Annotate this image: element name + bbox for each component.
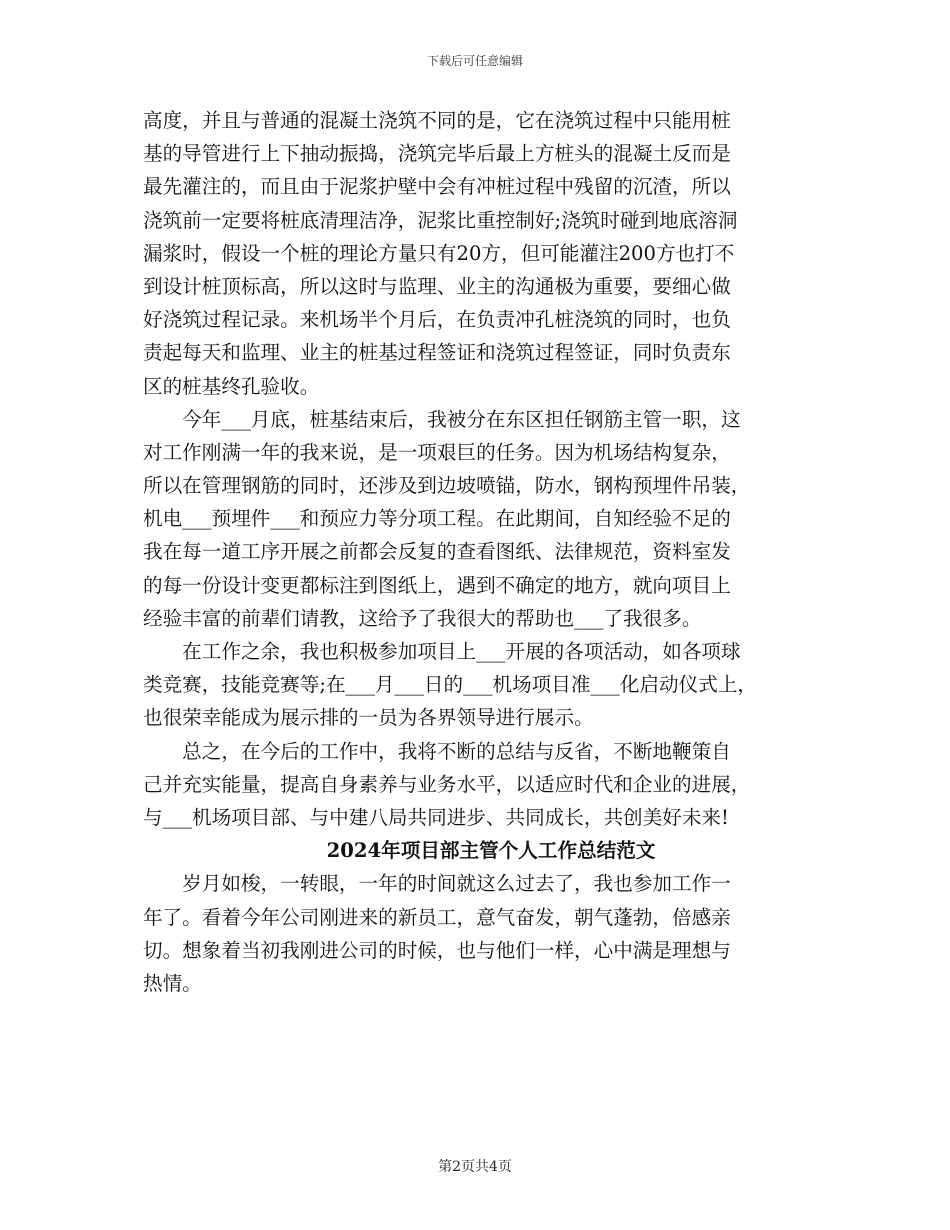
paragraph-block-2 bbox=[143, 867, 815, 1000]
text-line: 基的导管进行上下抽动振捣，浇筑完毕后最上方桩头的混凝土反而是 bbox=[143, 142, 731, 166]
page-footer: 第2页共4页 bbox=[438, 1159, 512, 1175]
text-line: 热情。 bbox=[143, 971, 202, 995]
text-line: 漏浆时，假设一个桩的理论方量只有20方，但可能灌注200方也打不 bbox=[143, 241, 735, 265]
text-line: 所以在管理钢筋的同时，还涉及到边坡喷锚，防水，钢构预埋件吊装， bbox=[143, 474, 751, 498]
text-line: 的每一份设计变更都标注到图纸上，遇到不确定的地方，就向项目上 bbox=[143, 573, 731, 597]
text-line: 年了。看着今年公司刚进来的新员工，意气奋发，朝气蓬勃，倍感亲 bbox=[143, 905, 731, 929]
text-line: 也很荣幸能成为展示排的一员为各界领导进行展示。 bbox=[143, 706, 594, 730]
text-line: 浇筑前一定要将桩底清理洁净，泥浆比重控制好;浇筑时碰到地底溶洞 bbox=[143, 208, 738, 232]
text-line: 高度，并且与普通的混凝土浇筑不同的是，它在浇筑过程中只能用桩 bbox=[143, 109, 731, 132]
text-line: 好浇筑过程记录。来机场半个月后，在负责冲孔桩浇筑的同时，也负 bbox=[143, 308, 731, 332]
text-line: 到设计桩顶标高，所以这时与监理、业主的沟通极为重要，要细心做 bbox=[143, 274, 731, 298]
text-line: 我在每一道工序开展之前都会反复的查看图纸、法律规范，资料室发 bbox=[143, 540, 731, 564]
text-line: 区的桩基终孔验收。 bbox=[143, 374, 320, 398]
text-line: 己并充实能量，提高自身素养与业务水平，以适应时代和企业的进展， bbox=[143, 772, 751, 796]
text-line: 经验丰富的前辈们请教，这给予了我很大的帮助也___了我很多。 bbox=[143, 606, 702, 630]
text-line: 今年___月底，桩基结束后，我被分在东区担任钢筋主管一职，这 bbox=[143, 407, 741, 431]
text-line: 在工作之余，我也积极参加项目上___开展的各项活动，如各项球 bbox=[143, 640, 741, 663]
text-line: 与___机场项目部、与中建八局共同进步、共同成长，共创美好未来! bbox=[143, 805, 729, 829]
page-header: 下载后可任意编辑 bbox=[426, 54, 523, 68]
text-line: 责起每天和监理、业主的桩基过程签证和浇筑过程签证，同时负责东 bbox=[143, 341, 731, 365]
text-line: 类竞赛，技能竞赛等;在___月___日的___机场项目准___化启动仪式上， bbox=[143, 673, 758, 697]
paragraph-block-1 bbox=[143, 104, 815, 834]
text-line: 最先灌注的，而且由于泥浆护壁中会有冲桩过程中残留的沉渣，所以 bbox=[143, 175, 731, 199]
text-line: 切。想象着当初我刚进公司的时候，也与他们一样，心中满是理想与 bbox=[143, 938, 731, 962]
text-line: 对工作刚满一年的我来说，是一项艰巨的任务。因为机场结构复杂， bbox=[143, 440, 731, 464]
document-body bbox=[143, 104, 815, 1000]
text-line: 总之，在今后的工作中，我将不断的总结与反省，不断地鞭策自 bbox=[143, 739, 731, 763]
text-line: 岁月如梭，一转眼，一年的时间就这么过去了，我也参加工作一 bbox=[143, 872, 731, 896]
section-title: 2024年项目部主管个人工作总结范文 bbox=[326, 839, 656, 863]
text-line: 机电___预埋件___和预应力等分项工程。在此期间，自知经验不足的 bbox=[143, 507, 731, 531]
